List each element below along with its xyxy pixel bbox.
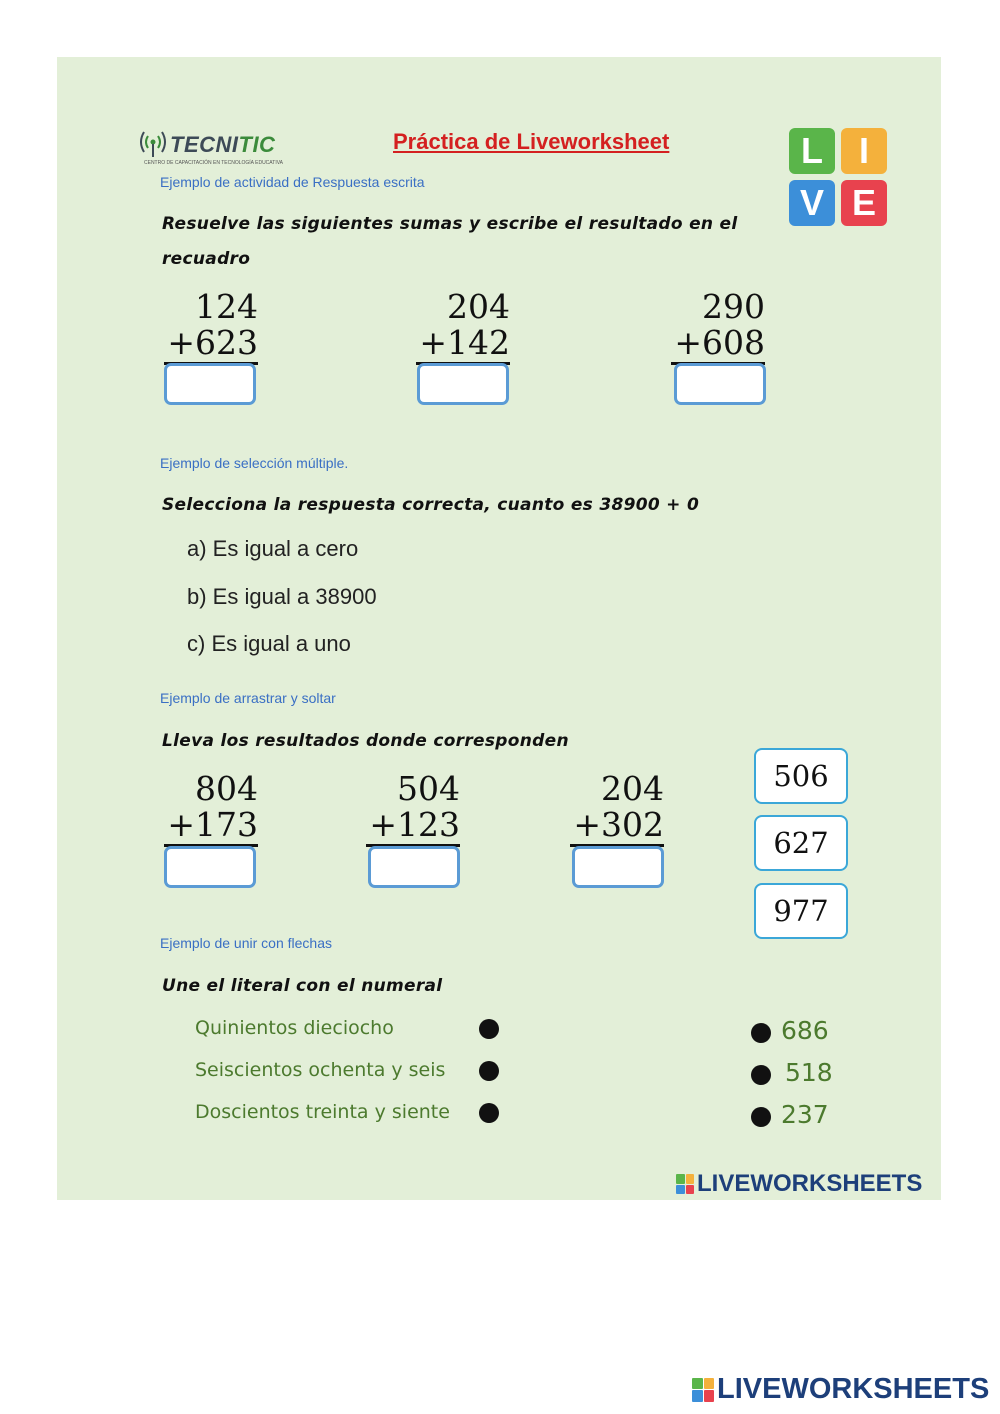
sheet-footer-brand — [676, 1170, 922, 1198]
section-label-multiple-choice: Ejemplo de selección múltiple. — [160, 455, 349, 471]
live-tile-l: L — [789, 128, 835, 174]
page-title: Práctica de Liveworksheet — [393, 129, 670, 154]
sum-3-top: 290 — [702, 287, 765, 326]
numeral-2: 518 — [785, 1058, 833, 1087]
drag-sum-2-top: 504 — [397, 769, 460, 808]
live-tile-v: V — [789, 180, 835, 226]
drag-sum-3 — [570, 771, 664, 847]
live-logo — [789, 128, 889, 228]
page-tile-v — [692, 1390, 703, 1402]
mini-tile-l — [676, 1174, 685, 1184]
numeral-3: 237 — [781, 1100, 829, 1129]
answer-box-1[interactable] — [164, 363, 256, 405]
tecnitic-brand: TECNITIC — [170, 132, 276, 157]
sum-1 — [164, 289, 258, 365]
page-footer-brand[interactable] — [692, 1373, 989, 1406]
drag-sum-1-top: 804 — [195, 769, 258, 808]
sum-2-top: 204 — [447, 287, 510, 326]
instruction-drag-drop: Lleva los resultados donde corresponden — [162, 731, 569, 751]
right-connector-dot-3[interactable] — [751, 1107, 771, 1127]
literal-3: Doscientos treinta y siente — [195, 1101, 450, 1123]
left-connector-dot-3[interactable] — [479, 1103, 499, 1123]
drag-sum-1 — [164, 771, 258, 847]
drag-sum-3-top: 204 — [601, 769, 664, 808]
drag-sum-2-bottom: +123 — [369, 805, 460, 844]
instruction-multiple-choice: Selecciona la respuesta correcta, cuanto es 38900 + 0 — [162, 495, 700, 515]
option-b[interactable]: b) Es igual a 38900 — [187, 584, 377, 609]
tecnitic-subtitle: CENTRO DE CAPACITACIÓN EN TECNOLOGÍA EDUCATIVA — [144, 160, 284, 166]
sum-2-bottom: +142 — [419, 323, 510, 362]
section-label-drag-drop: Ejemplo de arrastrar y soltar — [160, 690, 336, 706]
literal-2: Seiscientos ochenta y seis — [195, 1059, 446, 1081]
answer-box-2[interactable] — [417, 363, 509, 405]
sum-1-bottom: +623 — [167, 323, 258, 362]
liveworksheets-mini-logo — [676, 1174, 694, 1194]
section-label-written: Ejemplo de actividad de Respuesta escrita — [160, 174, 425, 190]
drag-sum-2 — [366, 771, 460, 847]
numeral-1: 686 — [781, 1016, 829, 1045]
instruction-written-line2: recuadro — [162, 249, 251, 269]
drop-target-1[interactable] — [164, 846, 256, 888]
left-connector-dot-1[interactable] — [479, 1019, 499, 1039]
mini-tile-i — [686, 1174, 695, 1184]
tecnitic-logo — [140, 128, 310, 172]
drop-target-2[interactable] — [368, 846, 460, 888]
draggable-506[interactable]: 506 — [754, 748, 848, 804]
liveworksheets-page-logo — [692, 1378, 714, 1402]
page-footer-brand-text: LIVEWORKSHEETS — [717, 1373, 990, 1405]
section-label-join: Ejemplo de unir con flechas — [160, 935, 332, 951]
page-tile-e — [704, 1390, 715, 1402]
sum-2 — [416, 289, 510, 365]
broadcast-icon — [140, 130, 170, 158]
right-connector-dot-2[interactable] — [751, 1065, 771, 1085]
draggable-627[interactable]: 627 — [754, 815, 848, 871]
option-c[interactable]: c) Es igual a uno — [187, 631, 351, 656]
mini-tile-e — [686, 1185, 695, 1195]
instruction-join: Une el literal con el numeral — [162, 976, 443, 996]
page-tile-l — [692, 1378, 703, 1390]
sheet-footer-brand-text: LIVEWORKSHEETS — [697, 1170, 923, 1197]
instruction-written-line1: Resuelve las siguientes sumas y escribe el resultado en el — [162, 214, 738, 234]
right-connector-dot-1[interactable] — [751, 1023, 771, 1043]
live-tile-e: E — [841, 180, 887, 226]
mini-tile-v — [676, 1185, 685, 1195]
answer-box-3[interactable] — [674, 363, 766, 405]
drop-target-3[interactable] — [572, 846, 664, 888]
sum-3 — [671, 289, 765, 365]
sum-1-top: 124 — [195, 287, 258, 326]
drag-sum-1-bottom: +173 — [167, 805, 258, 844]
sum-3-bottom: +608 — [674, 323, 765, 362]
drag-sum-3-bottom: +302 — [573, 805, 664, 844]
live-tile-i: I — [841, 128, 887, 174]
page-tile-i — [704, 1378, 715, 1390]
left-connector-dot-2[interactable] — [479, 1061, 499, 1081]
draggable-977[interactable]: 977 — [754, 883, 848, 939]
option-a[interactable]: a) Es igual a cero — [187, 536, 359, 561]
literal-1: Quinientos dieciocho — [195, 1017, 394, 1039]
